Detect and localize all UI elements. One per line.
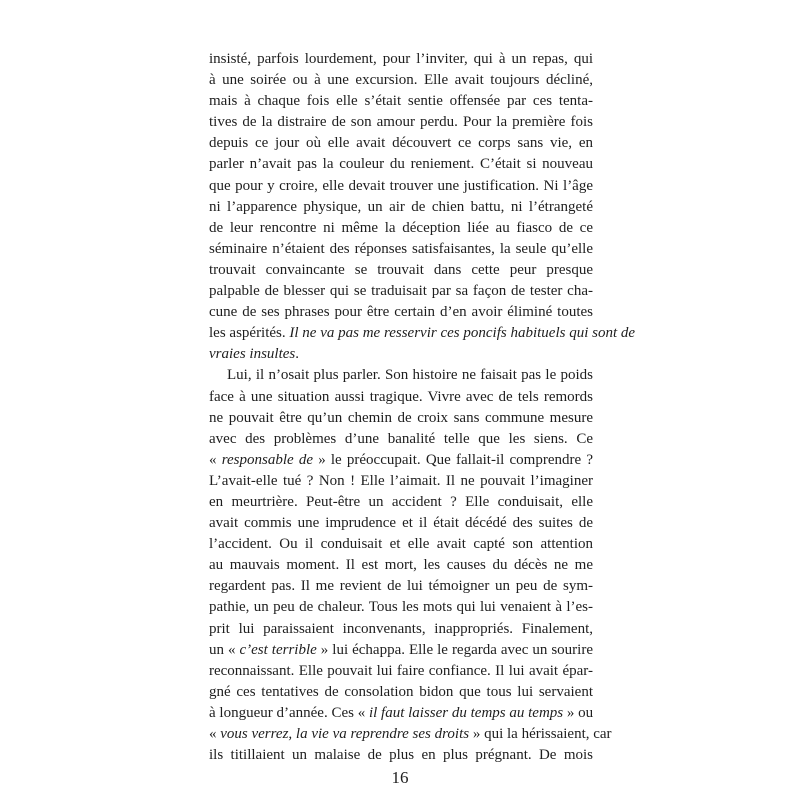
text-line xyxy=(209,576,593,597)
text-line xyxy=(209,323,636,344)
text-segment: » ou xyxy=(563,704,594,721)
body-text xyxy=(209,49,636,766)
text-line xyxy=(209,619,593,640)
text-line xyxy=(209,70,593,91)
text-segment: gné ces tentatives de consolation bidon que tous lui servaient xyxy=(209,683,593,700)
text-segment: tives de la distraire de son amour perdu. Pour la première fois xyxy=(209,114,593,131)
text-segment: de leur rencontre ni même la déception liée au fiasco de ce xyxy=(209,219,593,236)
text-segment: à une soirée ou à une excursion. Elle avait toujours décliné, xyxy=(209,72,593,89)
text-segment: insisté, parfois lourdement, pour l’inviter, qui à un repas, qui xyxy=(209,51,593,67)
text-segment: cune de ses phrases pour être certain d’en avoir éliminé toutes xyxy=(209,304,593,321)
text-segment: à longueur d’année. Ces « xyxy=(209,704,369,721)
text-line xyxy=(209,703,593,724)
italic-text: il faut laisser du temps au temps xyxy=(368,704,564,721)
text-segment: palpable de blesser qui se traduisait par sa façon de tester cha- xyxy=(209,283,593,300)
text-line xyxy=(209,408,593,429)
text-segment: ni l’apparence physique, un air de chien battu, ni l’étrangeté xyxy=(209,198,593,215)
text-segment: Lui, il n’osait plus parler. Son histoire ne faisait pas le poids xyxy=(227,367,593,384)
text-segment: ne pouvait être qu’un chemin de croix sans commune mesure xyxy=(209,409,593,426)
italic-text: responsable de xyxy=(221,451,313,468)
text-segment: . xyxy=(295,346,299,363)
text-line xyxy=(209,176,593,197)
text-segment: mais à chaque fois elle s’était sentie offensée par ces tenta- xyxy=(209,93,593,110)
italic-text: vraies insultes xyxy=(209,346,296,363)
text-line xyxy=(209,471,593,492)
text-line xyxy=(209,302,593,323)
text-line xyxy=(209,534,593,555)
text-line xyxy=(209,450,593,471)
text-line xyxy=(209,640,593,661)
text-line xyxy=(209,218,593,239)
text-segment: face à une situation aussi tragique. Vivre avec de tels remords xyxy=(209,388,593,405)
italic-text: Il ne va pas me resservir ces poncifs habituels qui sont de xyxy=(289,325,636,342)
text-segment: reconnaissant. Elle pouvait lui faire confiance. Il lui avait épar- xyxy=(209,662,593,679)
text-line xyxy=(209,745,593,766)
text-line xyxy=(209,281,593,302)
italic-text: vous verrez, la vie va reprendre ses droits xyxy=(220,726,470,742)
text-segment: « xyxy=(209,451,222,468)
text-segment: » lui échappa. Elle le regarda avec un sourire xyxy=(316,641,594,658)
text-line xyxy=(209,724,612,745)
text-segment: avec des problèmes d’une banalité telle que les siens. Ce xyxy=(209,430,593,447)
text-line xyxy=(209,387,593,408)
text-line xyxy=(209,91,593,112)
text-line xyxy=(209,49,593,70)
text-segment: prit lui paraissaient inconvenants, inappropriés. Finalement, xyxy=(209,620,593,637)
text-line xyxy=(209,555,593,576)
text-segment: trouvait convaincante se trouvait dans cette peur presque xyxy=(209,261,593,278)
italic-text: c’est terrible xyxy=(239,641,317,658)
text-line xyxy=(209,513,593,534)
text-line xyxy=(209,365,593,386)
text-segment: ils titillaient un malaise de plus en plus prégnant. De mois xyxy=(209,747,593,764)
text-line xyxy=(209,429,593,450)
text-segment: avait commis une imprudence et il était décédé des suites de xyxy=(209,515,593,532)
text-line xyxy=(209,492,593,513)
text-segment: regardent pas. Il me revient de lui témoigner un peu de sym- xyxy=(209,578,593,595)
text-line xyxy=(209,597,593,618)
text-line xyxy=(209,682,593,703)
text-line xyxy=(209,112,593,133)
text-segment: L’avait-elle tué ? Non ! Elle l’aimait. Il ne pouvait l’imaginer xyxy=(209,472,593,489)
text-segment: « xyxy=(209,726,221,742)
text-segment: l’accident. Ou il conduisait et elle avait capté son attention xyxy=(209,536,593,553)
text-line xyxy=(209,154,593,175)
text-line xyxy=(209,197,593,218)
text-segment: un « xyxy=(209,641,240,658)
text-segment: parler n’avait pas la couleur du reniement. C’était si nouveau xyxy=(209,156,593,173)
text-line xyxy=(209,239,593,260)
page-number: 16 xyxy=(391,768,409,787)
text-segment: les aspérités. xyxy=(209,325,290,342)
text-segment: depuis ce jour où elle avait découvert ce corps sans vie, en xyxy=(209,135,593,152)
text-segment: pathie, un peu de chaleur. Tous les mots qui lui venaient à l’es- xyxy=(209,599,593,616)
text-segment: que pour y croire, elle devait trouver une justification. Ni l’âge xyxy=(209,177,593,194)
text-line xyxy=(209,344,593,365)
text-segment: » le préoccupait. Que fallait-il comprendre ? xyxy=(313,451,593,468)
text-segment: séminaire n’étaient des réponses satisfaisantes, la seule qu’elle xyxy=(209,240,593,257)
text-line xyxy=(209,133,593,154)
text-segment: en meurtrière. Peut-être un accident ? Elle conduisait, elle xyxy=(209,493,593,510)
text-line xyxy=(209,260,593,281)
text-segment: au mauvais moment. Il est mort, les causes du décès ne me xyxy=(209,557,593,574)
text-segment: » qui la hérissaient, car xyxy=(469,726,612,742)
text-line xyxy=(209,661,593,682)
